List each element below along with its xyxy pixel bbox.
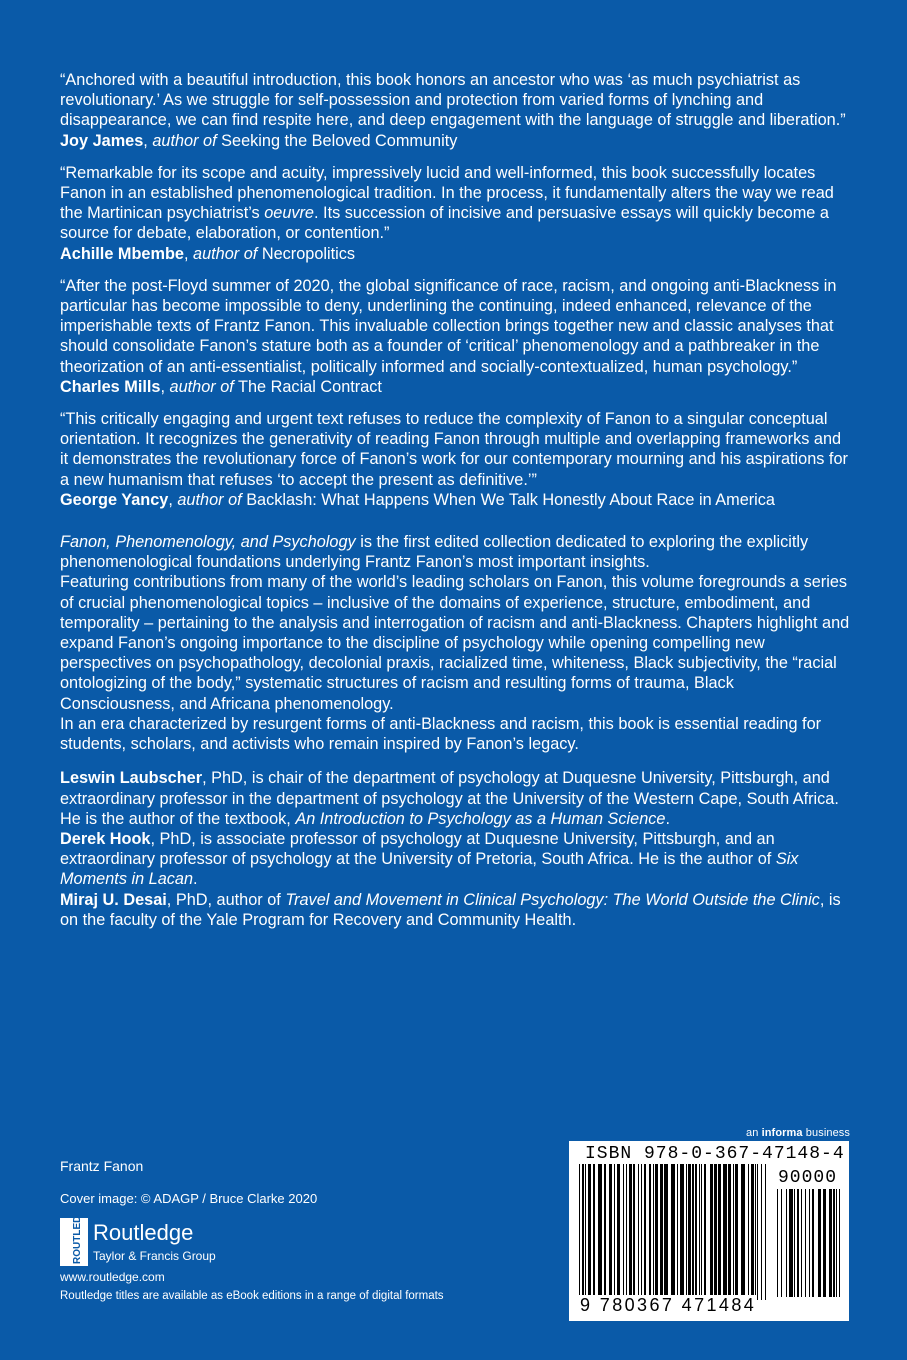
barcode-bar bbox=[626, 1164, 627, 1300]
description-paragraph-2: Featuring contributions from many of the world’s leading scholars on Fanon, this volume foregrounds a series of crucial phenomenological topics – inclusive of the domains of experience, structure, embodiment, and temporality – pertaining to the analysis and interrogation of racism and anti-Blackness. Chapters highlight and expand Fanon’s ongoing importance to the discipline of psychology while opening compelling new perspectives on psychopathology, decolonial praxis, racialized time, whiteness, Black subjectivity, the “racial ontologizing of the body,” systematic structures of racism and resulting forms of trauma, Black Consciousness, and Africana phenomenology. bbox=[60, 573, 850, 713]
barcode-bar bbox=[710, 1164, 713, 1300]
ean-number: 9 780367 471484 bbox=[580, 1295, 757, 1315]
barcode-bar bbox=[655, 1164, 658, 1300]
barcode-bar bbox=[588, 1164, 591, 1300]
barcode-bar bbox=[629, 1164, 632, 1300]
endorsement-2-attribution: Achille Mbembe, author of Necropolitics bbox=[60, 244, 356, 263]
endorser-name: Achille Mbembe bbox=[60, 244, 184, 263]
barcode-bar bbox=[823, 1189, 826, 1297]
endorser-name: Joy James bbox=[60, 131, 144, 150]
informa-business-label: an informa business bbox=[745, 1127, 850, 1139]
barcode-bar bbox=[617, 1164, 620, 1300]
barcode-bar bbox=[701, 1164, 702, 1300]
bio-miraj-desai: Miraj U. Desai, PhD, author of Travel and Movement in Clinical Psychology: The World Outside the Clinic, is on the faculty of the Yale Program for Recovery and Community Health. bbox=[60, 890, 841, 929]
bio-derek-hook: Derek Hook, PhD, is associate professor of psychology at Duquesne University, Pittsburgh, and an extraordinary professor of psychology at the University of Pretoria, South Africa. He is the author of Six Moments in Lacan. bbox=[60, 829, 799, 889]
endorsement-4-quote: “This critically engaging and urgent text refuses to reduce the complexity of Fanon to a singular conceptual orientation. It recognizes the generativity of reading Fanon through multiple and overlapping frameworks and it demonstrates the revolutionary force of Fanon’s work for our contemporary mourning and his aspirations for a new humanism that refuses ‘to accept the present as definitive.’” bbox=[60, 410, 848, 489]
barcode-bar bbox=[751, 1164, 754, 1300]
barcode-bar bbox=[609, 1164, 612, 1300]
barcode-bar bbox=[641, 1164, 642, 1300]
endorser-role: author of bbox=[193, 244, 258, 263]
barcode-bar bbox=[718, 1164, 721, 1300]
barcode-bar bbox=[692, 1164, 694, 1300]
publisher-name: Routledge bbox=[93, 1220, 194, 1245]
cover-image-credit: Cover image: © ADAGP / Bruce Clarke 2020 bbox=[60, 1191, 318, 1206]
barcode-bar bbox=[777, 1189, 778, 1297]
barcode-bar bbox=[688, 1164, 691, 1300]
endorser-work: Backlash: What Happens When We Talk Honestly About Race in America bbox=[246, 490, 775, 509]
endorsement-2-quote: “Remarkable for its scope and acuity, impressively lucid and well-informed, this book successfully locates Fanon in an established phenomenological tradition. In the process, it fundamentally alters the way we read the Martinican psychiatrist’s oeuvre. Its succession of incisive and persuasive essays will quickly become a source for debate, elaboration, or contention.” bbox=[60, 163, 834, 243]
barcode-bar bbox=[653, 1164, 654, 1300]
barcode-bar bbox=[761, 1164, 762, 1300]
barcode-bar bbox=[839, 1189, 840, 1297]
barcode-bar bbox=[794, 1189, 795, 1297]
routledge-emblem-icon bbox=[60, 1218, 88, 1266]
barcode-bar bbox=[765, 1164, 766, 1300]
bio-leswin-laubscher: Leswin Laubscher, PhD, is chair of the department of psychology at Duquesne University, Pittsburgh, and extraordinary professor in the department of psychology at the University of the Western Cape, South Africa. He is the author of the textbook, An Introduction to Psychology as a Human Science. bbox=[60, 769, 839, 828]
barcode-bar bbox=[585, 1164, 586, 1300]
barcode-bar bbox=[579, 1164, 580, 1300]
barcode-bar bbox=[623, 1164, 624, 1300]
barcode-bar bbox=[805, 1189, 806, 1297]
barcode-bar bbox=[660, 1164, 663, 1300]
barcode-bar bbox=[797, 1189, 799, 1297]
publisher-url: www.routledge.com bbox=[60, 1270, 165, 1284]
barcode-bar bbox=[686, 1164, 687, 1300]
endorser-name: Charles Mills bbox=[60, 377, 161, 396]
description-paragraph-3: In an era characterized by resurgent forms of anti-Blackness and racism, this book is essential reading for students, scholars, and activists who remain inspired by Fanon’s legacy. bbox=[60, 714, 822, 754]
barcode-bar bbox=[809, 1189, 810, 1297]
barcode-bar bbox=[638, 1164, 639, 1300]
barcode-bar bbox=[735, 1164, 738, 1300]
endorsement-3-attribution: Charles Mills, author of The Racial Contract bbox=[60, 377, 382, 396]
barcode-bar bbox=[664, 1164, 668, 1300]
endorser-role: author of bbox=[177, 490, 242, 509]
barcode-bar bbox=[755, 1164, 756, 1300]
endorser-role: author of bbox=[152, 131, 217, 150]
endorsement-3-quote: “After the post-Floyd summer of 2020, the global significance of race, racism, and ongoing anti-Blackness in particular has become impossible to deny, underlining the continuing, indeed enhanced, relevance of the imperishable texts of Frantz Fanon. This invaluable collection brings together new and classic analyses that should consolidate Fanon’s stature both as a founder of ‘critical’ phenomenology and a pathbreaker in the theorization of an anti-essentialist, politically informed and socially-contextualized, human psychology.” bbox=[60, 276, 837, 376]
barcode-bar bbox=[748, 1164, 749, 1300]
barcode-bar bbox=[644, 1164, 646, 1300]
isbn-barcode bbox=[569, 1141, 849, 1321]
barcode-bar bbox=[812, 1189, 814, 1297]
barcode-bar bbox=[593, 1164, 595, 1300]
barcode-bar bbox=[633, 1164, 635, 1300]
barcode-bar bbox=[833, 1189, 835, 1297]
barcode-bar bbox=[781, 1189, 782, 1297]
barcode-bar bbox=[677, 1164, 678, 1300]
barcode-bar bbox=[704, 1164, 706, 1300]
barcode-bar bbox=[680, 1164, 684, 1300]
barcode-bar bbox=[733, 1164, 734, 1300]
routledge-logo bbox=[60, 1218, 260, 1268]
barcode-bar bbox=[604, 1164, 606, 1300]
isbn-label: ISBN 978-0-367-47148-4 bbox=[585, 1144, 845, 1164]
barcode-bar bbox=[786, 1189, 787, 1297]
barcode-bar bbox=[741, 1164, 745, 1300]
endorsement-4-attribution: George Yancy, author of Backlash: What Happens When We Talk Honestly About Race in America bbox=[60, 490, 775, 509]
routledge-emblem-text: ROUTLEDGE bbox=[72, 1218, 83, 1264]
endorser-work: The Racial Contract bbox=[238, 377, 382, 396]
endorser-work: Seeking the Beloved Community bbox=[221, 131, 458, 150]
barcode-bar bbox=[671, 1164, 675, 1300]
barcode-bar bbox=[714, 1164, 717, 1300]
barcode-bar bbox=[836, 1189, 837, 1297]
barcode-bar bbox=[757, 1164, 758, 1300]
endorsement-1-quote: “Anchored with a beautiful introduction, this book honors an ancestor who was ‘as much psychiatrist as revolutionary.’ As we struggle for self-possession and protection from varied forms of lynching and disappearance, we can find respite here, and deep engagement with the language of struggle and liberation.” bbox=[60, 71, 846, 130]
book-title: Fanon, Phenomenology, and Psychology bbox=[60, 533, 356, 552]
endorsement-1-attribution: Joy James, author of Seeking the Beloved Community bbox=[60, 131, 458, 150]
barcode-bar bbox=[818, 1189, 821, 1297]
barcode-bar bbox=[614, 1164, 615, 1300]
barcode-bars bbox=[579, 1164, 767, 1300]
barcode-bar bbox=[699, 1164, 700, 1300]
endorser-name: George Yancy bbox=[60, 490, 169, 509]
price-code: 90000 bbox=[777, 1168, 837, 1188]
publisher-group: Taylor & Francis Group bbox=[93, 1249, 216, 1263]
barcode-bar bbox=[801, 1189, 802, 1297]
barcode-bar bbox=[582, 1164, 584, 1300]
cover-text bbox=[60, 70, 850, 930]
cover-art-credit: Frantz Fanon bbox=[60, 1158, 144, 1174]
barcode-bar bbox=[649, 1164, 651, 1300]
barcode-bar bbox=[829, 1189, 832, 1297]
barcode-bar bbox=[728, 1164, 731, 1300]
barcode-bar bbox=[695, 1164, 697, 1300]
endorser-role: author of bbox=[169, 377, 234, 396]
barcode-bar bbox=[789, 1189, 793, 1297]
ebook-note: Routledge titles are available as eBook editions in a range of digital formats bbox=[60, 1290, 444, 1302]
description-paragraph-1: Fanon, Phenomenology, and Psychology is the first edited collection dedicated to exploring the explicitly phenomenological foundations underlying Frantz Fanon’s most important insights. bbox=[60, 533, 809, 572]
barcode-bar bbox=[723, 1164, 727, 1300]
endorser-work: Necropolitics bbox=[261, 244, 356, 263]
barcode-bar bbox=[598, 1164, 602, 1300]
addon-barcode-bars bbox=[777, 1189, 841, 1297]
